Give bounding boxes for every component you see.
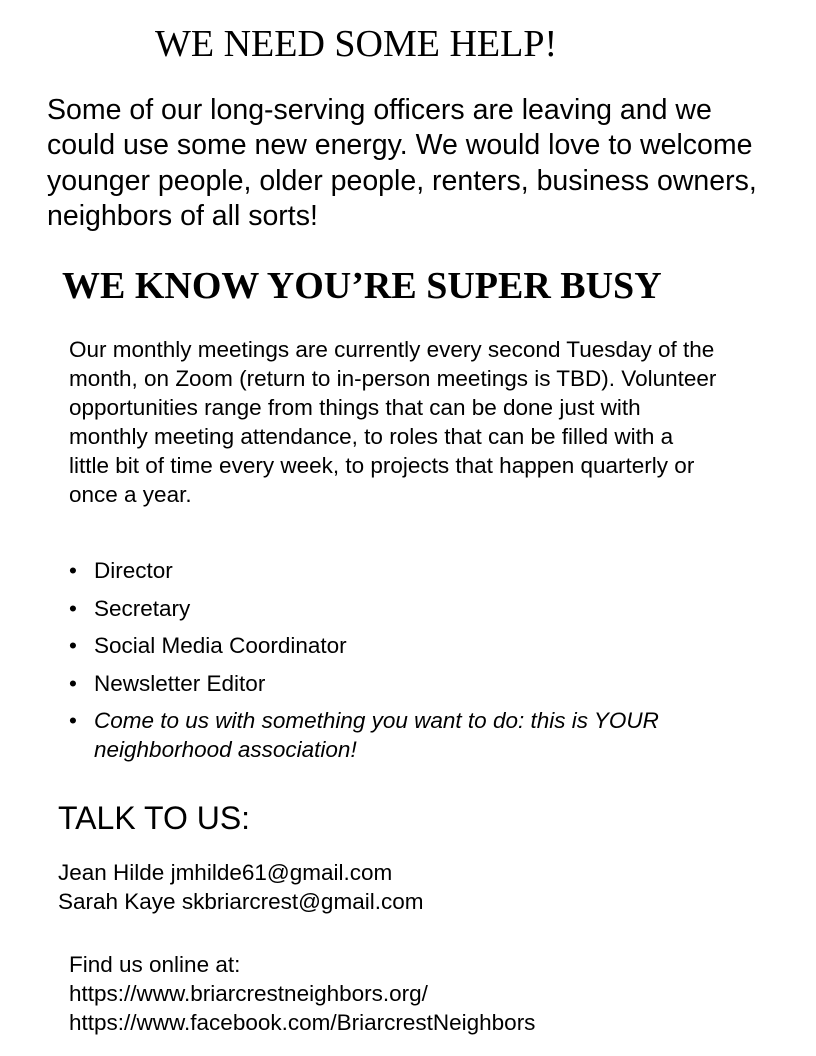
role-label: Come to us with something you want to do: this is YOUR neighborhood association! (94, 708, 659, 762)
bullet-icon: • (69, 708, 77, 733)
contact-jean-hilde: Jean Hilde jmhilde61@gmail.com (58, 860, 393, 885)
bullet-icon: • (69, 558, 77, 583)
role-item-suggestion (69, 706, 709, 764)
role-label: Director (94, 558, 173, 583)
role-label: Newsletter Editor (94, 670, 266, 696)
role-item-social-media-coordinator (69, 631, 709, 660)
busy-heading: WE KNOW YOU’RE SUPER BUSY (62, 265, 662, 307)
talk-heading: TALK TO US: (58, 800, 251, 836)
role-label: Secretary (94, 595, 191, 621)
contact-sarah-kaye: Sarah Kaye skbriarcrest@gmail.com (58, 889, 424, 914)
contacts-block (58, 858, 423, 916)
meetings-paragraph: Our monthly meetings are currently every second Tuesday of the month, on Zoom (return to in-person meetings is TBD). Volunteer opportunities range from things that can be done just with monthly meeting attendance, to roles that can be filled with a little bit of time every week, to projects that happen quarterly or once a year. (69, 337, 717, 507)
online-label: Find us online at: (69, 952, 241, 977)
bullet-icon: • (69, 633, 77, 658)
volunteer-roles-list (69, 556, 709, 773)
intro-paragraph: Some of our long-serving officers are leaving and we could use some new energy. We would love to welcome younger people, older people, renters, business owners, neighbors of all sorts! (47, 94, 757, 232)
role-item-newsletter-editor (69, 669, 709, 698)
facebook-link: https://www.facebook.com/BriarcrestNeighbors (69, 1010, 536, 1035)
role-item-secretary (69, 594, 709, 623)
online-block (69, 950, 535, 1037)
role-label: Social Media Coordinator (94, 633, 347, 658)
role-item-director (69, 556, 709, 585)
bullet-icon: • (69, 595, 77, 621)
page-title: WE NEED SOME HELP! (155, 23, 558, 65)
bullet-icon: • (69, 670, 77, 696)
website-link: https://www.briarcrestneighbors.org/ (69, 981, 428, 1006)
